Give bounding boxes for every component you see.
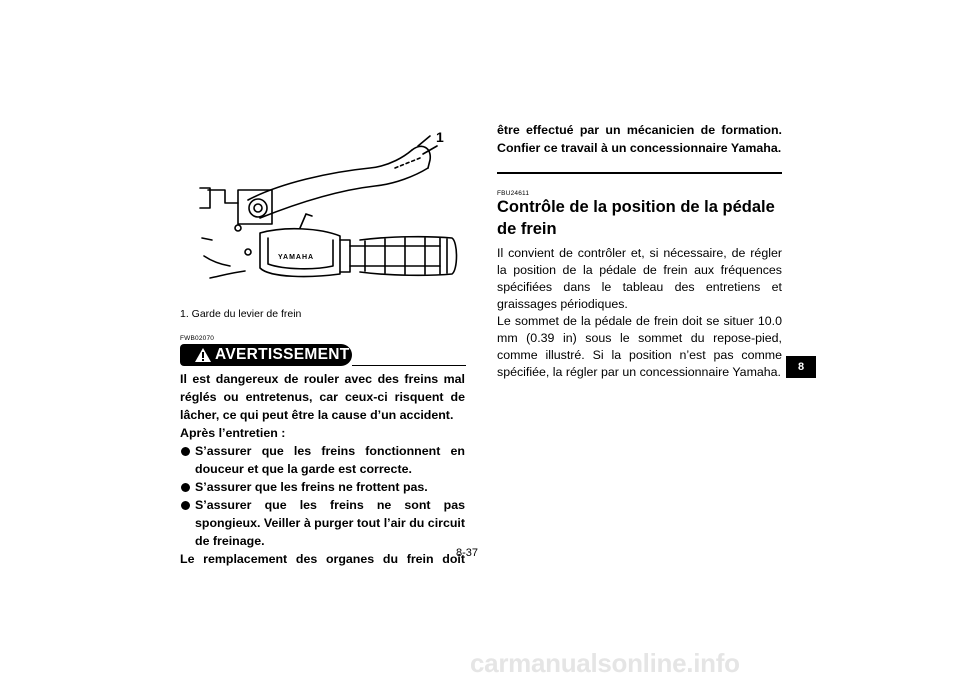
page-number: 8-37 [456, 547, 479, 559]
bullet-icon [181, 447, 190, 456]
figure-caption: 1. Garde du levier de frein [180, 308, 302, 320]
warning-end-rule [497, 172, 782, 174]
bullet-icon [181, 501, 190, 510]
warning-title: AVERTISSEMENT [215, 346, 350, 363]
warning-bullet-list [180, 442, 465, 550]
bullet-icon [181, 483, 190, 492]
section-paragraph: Il convient de contrôler et, si nécessaire, de régler la position de la pédale de frein aux fréquences spécifiées dans le tableau des entretiens et graissages périodiques. [497, 246, 782, 311]
brake-lever-illustration [190, 128, 470, 308]
warning-intro: Il est dangereux de rouler avec des freins mal réglés ou entretenus, car ceux-ci risquent de lâcher, ce qui peut être la cause d’un accident. [180, 372, 465, 422]
warning-badge [180, 344, 352, 366]
warning-outro-continuation: être effectué par un mécanicien de formation. Confier ce travail à un concessionnaire Yamaha. [497, 123, 782, 155]
list-item: S’assurer que les freins ne sont pas spongieux. Veiller à purger tout l’air du circuit de freinage. [180, 496, 465, 550]
chapter-tab: 8 [786, 356, 816, 378]
warning-outro-start: Le remplacement des organes du frein doit [180, 552, 465, 566]
section-heading: Contrôle de la position de la pédale de frein [497, 198, 775, 238]
yamaha-logo-text: YAMAHA [278, 254, 315, 261]
warning-rule [352, 365, 466, 366]
callout-number: 1 [436, 129, 444, 145]
list-item: S’assurer que les freins fonctionnent en douceur et que la garde est correcte. [180, 442, 465, 478]
section-body [497, 245, 782, 381]
warning-code: FWB02070 [180, 335, 215, 342]
section-code: FBU24611 [497, 190, 530, 197]
list-item: S’assurer que les freins ne frottent pas. [180, 478, 465, 496]
warning-triangle-icon [194, 347, 212, 363]
section-paragraph: Le sommet de la pédale de frein doit se situer 10.0 mm (0.39 in) sous le sommet du repose-pied, comme illustré. Si la position n’est pas comme spécifiée, la régler par un concessionnaire Yamaha. [497, 314, 782, 379]
warning-after-label: Après l’entretien : [180, 426, 286, 440]
warning-body [180, 370, 465, 568]
watermark: carmanualsonline.info [470, 648, 740, 678]
